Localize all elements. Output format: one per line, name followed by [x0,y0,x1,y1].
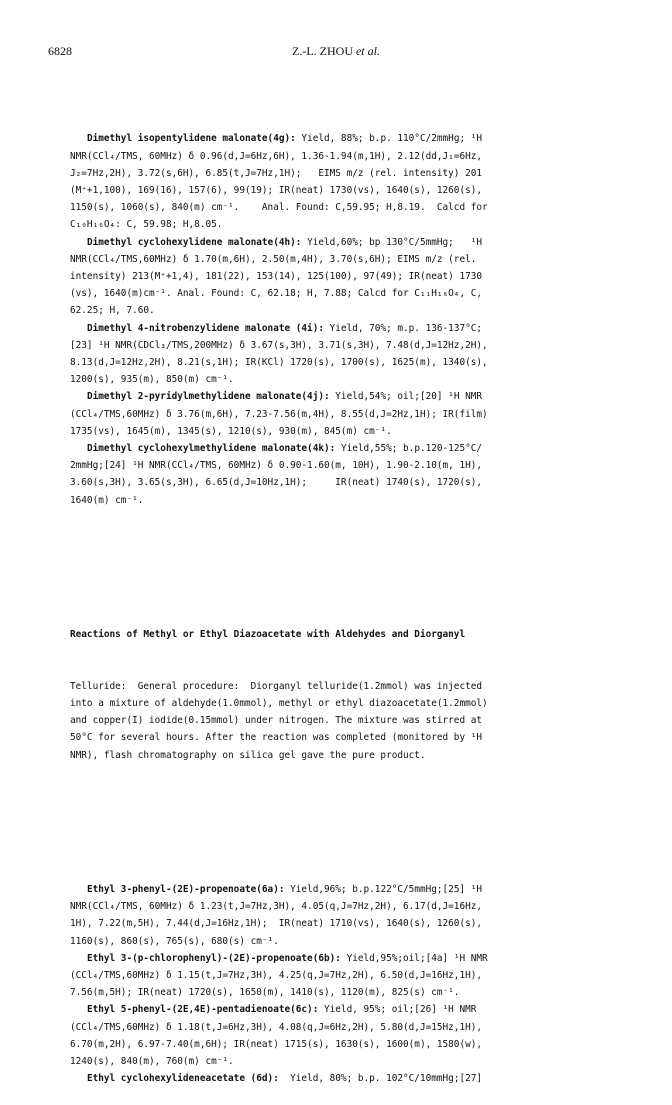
entry-line: 3.60(s,3H), 3.65(s,3H), 6.65(d,J=10Hz,1H); IR(neat) 1740(s), 1720(s), [70,477,483,489]
entry-line [70,388,610,405]
compound-entry [70,440,610,509]
procedure-heading-line [70,626,610,643]
entry-line: 7.56(m,5H); IR(neat) 1720(s), 1650(m), 1410(s), 1120(m), 825(s) cm⁻¹. [70,987,460,999]
compound-entry [70,234,610,320]
compound-name: Dimethyl cyclohexylmethylidene malonate(4k): [86,443,336,455]
spacer [70,833,610,847]
compound-name: Ethyl cyclohexylideneacetate (6d): [86,1073,279,1085]
running-head-etal: et al. [355,44,380,58]
procedure-line: NMR), flash chromatography on silica gel gave the pure product. [70,749,426,761]
page-header [48,44,624,60]
entry-text: Yield,54%; oil;[20] ¹H NMR [329,391,483,403]
entry-line [70,1070,610,1087]
entry-line: J₂=7Hz,2H), 3.72(s,6H), 6.85(t,J=7Hz,1H); EIMS m/z (rel. intensity) 201 [70,167,483,179]
entry-line: C₁₀H₁₆O₄: C, 59.98; H,8.05. [70,219,223,231]
procedure-heading: Reactions of Methyl or Ethyl Diazoacetate with Aldehydes and Diorganyl [70,629,466,641]
procedure-section [70,592,610,798]
entry-line: 1640(m) cm⁻¹. [70,494,144,506]
entry-text: Yield, 70%; m.p. 136-137°C; [324,322,483,334]
entry-text: Yield, 95%; oil;[26] ¹H NMR [318,1004,477,1016]
compound-entry [70,881,610,950]
compound-entry [70,130,610,233]
entry-line: 1200(s), 935(m), 850(m) cm⁻¹. [70,374,234,386]
compound-name: Ethyl 3-phenyl-(2E)-propenoate(6a): [86,883,285,895]
compound-entry [70,950,610,1002]
compound-name: Dimethyl isopentylidene malonate(4g): [86,133,296,145]
entry-line: 1H), 7.22(m,5H), 7.44(d,J=16Hz,1H); IR(neat) 1710(vs), 1640(s), 1260(s), [70,918,483,930]
entry-line: NMR(CCl₄/TMS, 60MHz) δ 0.96(d,J=6Hz,6H), 1.36-1.94(m,1H), 2.12(dd,J₁=6Hz, [70,150,483,162]
entry-line: intensity) 213(M⁺+1,4), 181(22), 153(14), 125(100), 97(49); IR(neat) 1730 [70,271,483,283]
procedure-line: and copper(I) iodide(0.15mmol) under nitrogen. The mixture was stirred at [70,715,483,727]
entry-line: (CCl₄/TMS,60MHz) δ 1.18(t,J=6Hz,3H), 4.08(q,J=6Hz,2H), 5.80(d,J=15Hz,1H), [70,1021,483,1033]
entry-line: NMR(CCl₄/TMS, 60MHz) δ 1.23(t,J=7Hz,3H), 4.05(q,J=7Hz,2H), 6.17(d,J=16Hz, [70,901,483,913]
entry-line [70,881,610,898]
entry-line: 62.25; H, 7.60. [70,305,155,317]
compound-entries-group-1 [70,130,610,508]
procedure-text [70,678,610,764]
entry-line: 1150(s), 1060(s), 840(m) cm⁻¹. Anal. Found: C,59.95; H,8.19. Calcd for [70,202,488,214]
entry-line [70,234,610,251]
procedure-line: into a mixture of aldehyde(1.0mmol), methyl or ethyl diazoacetate(1.2mmol) [70,697,488,709]
entry-line: 2mmHg;[24] ¹H NMR(CCl₄/TMS, 60MHz) δ 0.90-1.60(m, 10H), 1.90-2.10(m, 1H), [70,460,483,472]
entry-line: [23] ¹H NMR(CDCl₃/TMS,200MHz) δ 3.67(s,3H), 3.71(s,3H), 7.48(d,J=12Hz,2H), [70,339,488,351]
entry-line [70,320,610,337]
entry-text: Yield, 88%; b.p. 110°C/2mmHg; ¹H [295,133,483,145]
page-number: 6828 [48,44,72,58]
compound-name: Ethyl 5-phenyl-(2E,4E)-pentadienoate(6c): [86,1004,319,1016]
entry-text: Yield,95%;oil;[4a] ¹H NMR [340,952,488,964]
procedure-line: Telluride: General procedure: Diorganyl telluride(1.2mmol) was injected [70,680,483,692]
entry-line: (M⁺+1,100), 169(16), 157(6), 99(19); IR(neat) 1730(vs), 1640(s), 1260(s), [70,185,483,197]
compound-entry [70,320,610,389]
entry-line [70,1001,610,1018]
entry-line: (vs), 1640(m)cm⁻¹. Anal. Found: C, 62.18; H, 7.88; Calcd for C₁₁H₁₆O₄, C, [70,288,483,300]
spacer [70,543,610,557]
compound-entry [70,1001,610,1070]
entry-line: NMR(CCl₄/TMS,60MHz) δ 1.70(m,6H), 2.50(m,4H), 3.70(s,6H); EIMS m/z (rel. [70,253,477,265]
entry-text: Yield,60%; bp 130°C/5mmHg; ¹H [301,236,483,248]
entry-line: 1240(s), 840(m), 760(m) cm⁻¹. [70,1055,234,1067]
compound-name: Dimethyl cyclohexylidene malonate(4h): [86,236,302,248]
entry-line: (CCl₄/TMS,60MHz) δ 3.76(m,6H), 7.23-7.56(m,4H), 8.55(d,J=2Hz,1H); IR(film) [70,408,488,420]
compound-entry [70,388,610,440]
compound-entry [70,1070,610,1087]
compound-name: Dimethyl 2-pyridylmethylidene malonate(4j): [86,391,330,403]
entry-text: Yield, 80%; b.p. 102°C/10mmHg;[27] [278,1073,483,1085]
entry-line: 8.13(d,J=12Hz,2H), 8.21(s,1H); IR(KCl) 1720(s), 1700(s), 1625(m), 1340(s), [70,357,488,369]
running-head-authors: Z.-L. ZHOU [292,44,353,58]
entry-text: Yield,55%; b.p.120-125°C/ [335,443,483,455]
entry-line [70,130,610,147]
article-body [70,96,610,1105]
entry-line: (CCl₄/TMS,60MHz) δ 1.15(t,J=7Hz,3H), 4.25(q,J=7Hz,2H), 6.50(d,J=16Hz,1H), [70,969,483,981]
entry-line: 1735(vs), 1645(m), 1345(s), 1210(s), 930(m), 845(m) cm⁻¹. [70,425,392,437]
entry-line [70,950,610,967]
compound-name: Dimethyl 4-nitrobenzylidene malonate (4i): [86,322,324,334]
procedure-line: 50°C for several hours. After the reaction was completed (monitored by ¹H [70,732,483,744]
running-head [48,44,624,59]
entry-line: 6.70(m,2H), 6.97-7.40(m,6H); IR(neat) 1715(s), 1630(s), 1600(m), 1580(w), [70,1038,483,1050]
entry-line [70,440,610,457]
entry-line: 1160(s), 860(s), 765(s), 680(s) cm⁻¹. [70,935,279,947]
entry-text: Yield,96%; b.p.122°C/5mmHg;[25] ¹H [284,883,483,895]
compound-name: Ethyl 3-(p-chlorophenyl)-(2E)-propenoate(6b): [86,952,341,964]
